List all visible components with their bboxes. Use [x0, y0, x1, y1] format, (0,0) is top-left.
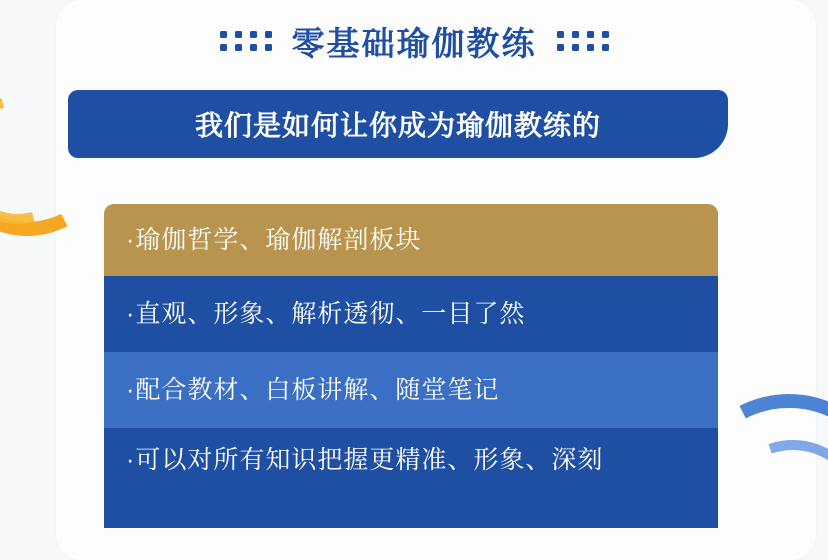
feature-list [104, 204, 718, 528]
section-banner [68, 90, 728, 158]
list-item-text: ·直观、形象、解析透彻、一目了然 [126, 299, 526, 328]
list-item [104, 428, 718, 528]
list-item-text: ·配合教材、白板讲解、随堂笔记 [126, 375, 500, 404]
list-item-text: ·瑜伽哲学、瑜伽解剖板块 [126, 225, 422, 254]
list-item [104, 276, 718, 352]
dot-grid-icon-right [557, 31, 609, 51]
section-banner-text: 我们是如何让你成为瑜伽教练的 [194, 110, 601, 141]
list-item-text: ·可以对所有知识把握更精准、形象、深刻 [126, 446, 604, 474]
dot-grid-icon-left [220, 31, 272, 51]
page-header [0, 14, 828, 68]
list-item [104, 352, 718, 428]
list-item [104, 204, 718, 276]
page-title: 零基础瑜伽教练 [291, 24, 537, 62]
